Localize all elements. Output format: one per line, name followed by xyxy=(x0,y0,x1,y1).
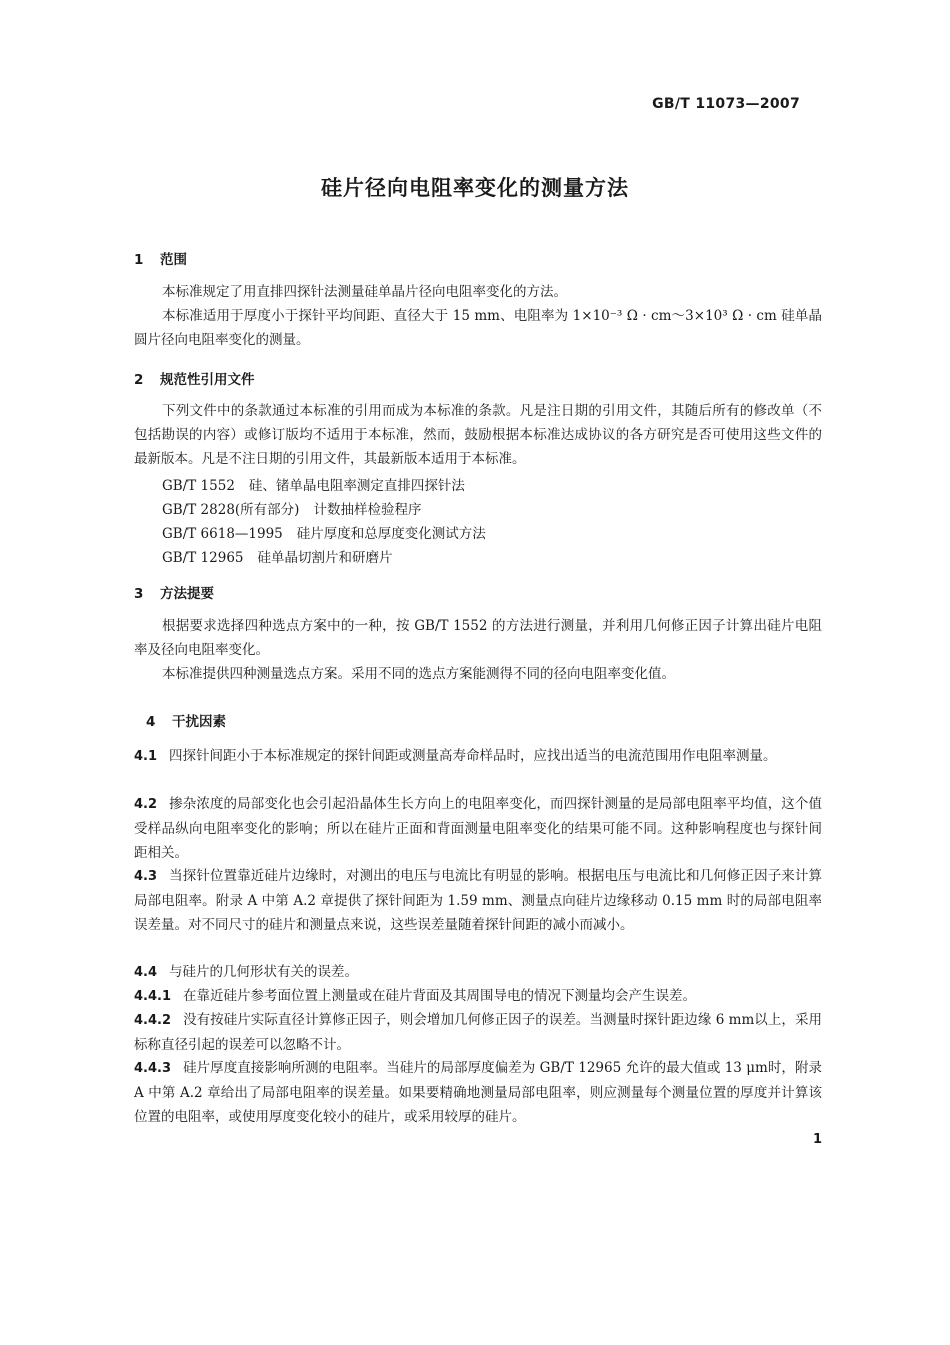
clause-number: 4.2 xyxy=(134,797,158,812)
reference-title: 硅单晶切割片和研磨片 xyxy=(257,550,393,566)
section-number: 2 xyxy=(134,372,144,388)
clause-number: 4.3 xyxy=(134,869,158,884)
section-3-heading xyxy=(134,582,214,602)
clause-text: 当探针位置靠近硅片边缘时，对测出的电压与电流比有明显的影响。根据电压与电流比和几何修正因子来计算局部电阻率。附录 A 中第 A.2 章提供了探针间距为 1.59 mm、测量点向硅片边缘移动 0.15 mm 时的局部电阻率误差量。对不同尺寸的硅片和测量点来说，这些误差量随着探针间距的减小而减小。 xyxy=(134,868,822,933)
reference-title: 硅、锗单晶电阻率测定直排四探针法 xyxy=(248,478,465,494)
clause-text: 没有按硅片实际直径计算修正因子，则会增加几何修正因子的误差。当测量时探针距边缘 6 mm以上，采用标称直径引起的误差可以忽略不计。 xyxy=(134,1012,822,1053)
section-number: 3 xyxy=(134,586,144,602)
page-number: 1 xyxy=(812,1132,822,1147)
section-title: 规范性引用文件 xyxy=(160,372,255,388)
s1-paragraph-2: 本标准适用于厚度小于探针平均间距、直径大于 15 mm、电阻率为 1×10⁻³ Ω · cm～3×10³ Ω · cm 硅单晶圆片径向电阻率变化的测量。 xyxy=(134,308,822,348)
clause-text: 四探针间距小于本标准规定的探针间距或测量高寿命样品时，应找出适当的电流范围用作电阻率测量。 xyxy=(169,748,777,764)
reference-code: GB/T 1552 xyxy=(162,478,235,494)
reference-code: GB/T 6618—1995 xyxy=(162,526,283,542)
clause-number: 4.4.2 xyxy=(134,1013,172,1028)
section-1-heading xyxy=(134,248,187,268)
clause-text: 硅片厚度直接影响所测的电阻率。当硅片的局部厚度偏差为 GB/T 12965 允许的最大值或 13 μm时，附录 A 中第 A.2 章给出了局部电阻率的误差量。如果要精确地测量局部电阻率，则应测量每个测量位置的厚度并计算该位置的电阻率，或使用厚度变化较小的硅片，或采用较厚的硅片。 xyxy=(134,1060,822,1125)
clause-number: 4.4.3 xyxy=(134,1061,172,1076)
section-title: 范围 xyxy=(160,252,187,268)
clause-number: 4.4 xyxy=(134,965,158,980)
section-number: 1 xyxy=(134,252,144,268)
clause-4-4-1 xyxy=(134,984,822,1009)
clause-4-2 xyxy=(134,792,822,865)
reference-code: GB/T 12965 xyxy=(162,550,244,566)
clause-4-4-2 xyxy=(134,1008,822,1057)
reference-item xyxy=(162,498,421,518)
clause-4-4-3 xyxy=(134,1056,822,1129)
reference-item xyxy=(162,546,393,566)
s3-paragraph-2: 本标准提供四种测量选点方案。采用不同的选点方案能测得不同的径向电阻率变化值。 xyxy=(162,666,675,682)
clause-4-3 xyxy=(134,864,822,937)
clause-4-1 xyxy=(134,744,822,769)
reference-code: GB/T 2828(所有部分) xyxy=(162,502,300,518)
s1-paragraph-1: 本标准规定了用直排四探针法测量硅单晶片径向电阻率变化的方法。 xyxy=(162,284,567,300)
section-number: 4 xyxy=(146,714,156,730)
section-title: 方法提要 xyxy=(160,586,214,602)
s2-paragraph-1: 下列文件中的条款通过本标准的引用而成为本标准的条款。凡是注日期的引用文件，其随后所有的修改单（不包括勘误的内容）或修订版均不适用于本标准，然而，鼓励根据本标准达成协议的各方研究是否可使用这些文件的最新版本。凡是不注日期的引用文件，其最新版本适用于本标准。 xyxy=(134,403,822,467)
s3-paragraph-1: 根据要求选择四种选点方案中的一种，按 GB/T 1552 的方法进行测量，并利用几何修正因子计算出硅片电阻率及径向电阻率变化。 xyxy=(134,618,822,658)
clause-text: 在靠近硅片参考面位置上测量或在硅片背面及其周围导电的情况下测量均会产生误差。 xyxy=(183,988,697,1004)
clause-number: 4.4.1 xyxy=(134,989,172,1004)
document-title: 硅片径向电阻率变化的测量方法 xyxy=(321,176,629,200)
section-title: 干扰因素 xyxy=(172,714,226,730)
reference-title: 硅片厚度和总厚度变化测试方法 xyxy=(296,526,486,542)
section-2-heading xyxy=(134,368,255,388)
reference-item xyxy=(162,474,465,494)
clause-4-4 xyxy=(134,960,822,985)
clause-number: 4.1 xyxy=(134,749,158,764)
clause-text: 掺杂浓度的局部变化也会引起沿晶体生长方向上的电阻率变化，而四探针测量的是局部电阻率平均值，这个值受样品纵向电阻率变化的影响；所以在硅片正面和背面测量电阻率变化的结果可能不同。这种影响程度也与探针间距相关。 xyxy=(134,796,822,861)
section-4-heading xyxy=(146,710,226,730)
standard-number: GB/T 11073—2007 xyxy=(652,96,800,112)
clause-text: 与硅片的几何形状有关的误差。 xyxy=(169,964,359,980)
reference-item xyxy=(162,522,486,542)
reference-title: 计数抽样检验程序 xyxy=(313,502,422,518)
